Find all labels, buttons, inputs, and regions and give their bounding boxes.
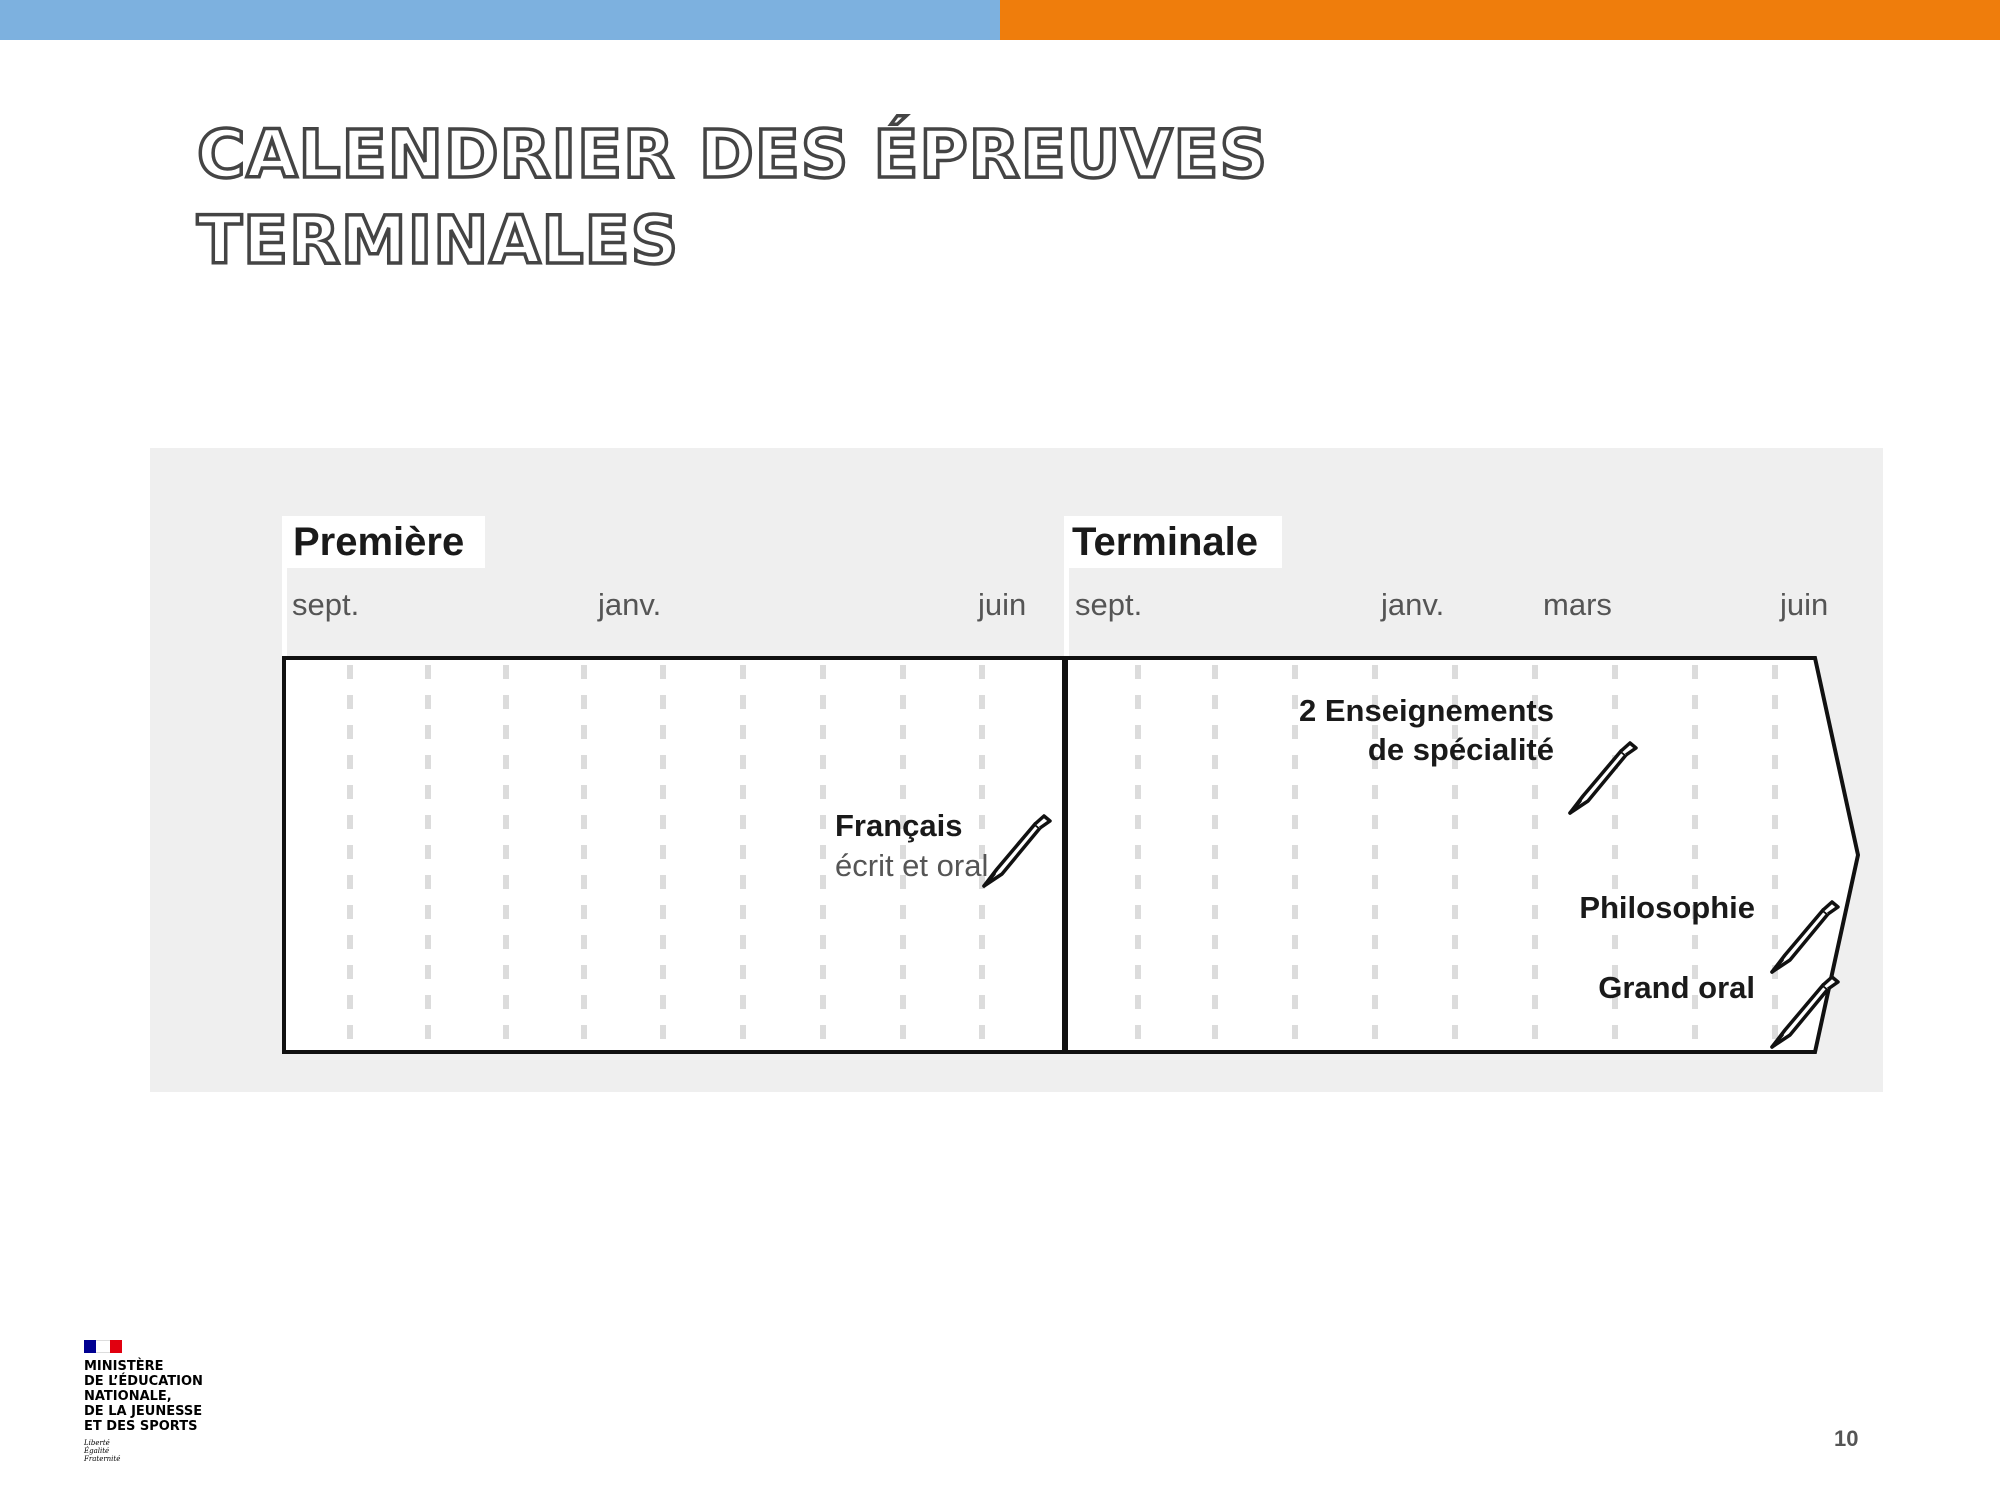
logo-line: DE LA JEUNESSE [84, 1404, 203, 1419]
ministry-logo [84, 1340, 244, 1463]
year-label-terminale: Terminale [1072, 520, 1258, 564]
logo-line: DE L’ÉDUCATION [84, 1374, 203, 1389]
month-label: sept. [1075, 587, 1143, 622]
logo-motto: Liberté [84, 1439, 110, 1447]
logo-motto: Fraternité [84, 1455, 121, 1463]
slide-title-line-2: TERMINALES [197, 202, 680, 279]
event-title-specialite-line-1: 2 Enseignements [1299, 693, 1554, 728]
event-title-francais: Français [835, 808, 963, 843]
logo-motto: Égalité [84, 1447, 110, 1455]
logo-line: NATIONALE, [84, 1389, 172, 1404]
event-title-specialite-line-2: de spécialité [1367, 732, 1554, 767]
slide-title-line-1: CALENDRIER DES ÉPREUVES [197, 116, 1268, 193]
month-label: mars [1543, 587, 1612, 622]
event-title-grand-oral: Grand oral [1598, 970, 1755, 1005]
year-start-tick-terminale [1064, 568, 1069, 658]
page-number: 10 [1834, 1426, 1859, 1451]
logo-line: MINISTÈRE [84, 1359, 164, 1374]
french-flag-icon [84, 1340, 122, 1353]
month-label: sept. [292, 587, 360, 622]
event-subtitle-francais: écrit et oral [835, 848, 989, 883]
year-label-premiere: Première [293, 520, 465, 564]
month-label: janv. [598, 587, 662, 622]
year-start-tick-premiere [282, 568, 287, 658]
month-label: juin [978, 587, 1027, 622]
event-title-philosophie: Philosophie [1579, 890, 1755, 925]
month-label: juin [1780, 587, 1829, 622]
month-label: janv. [1381, 587, 1445, 622]
logo-line: ET DES SPORTS [84, 1419, 198, 1434]
